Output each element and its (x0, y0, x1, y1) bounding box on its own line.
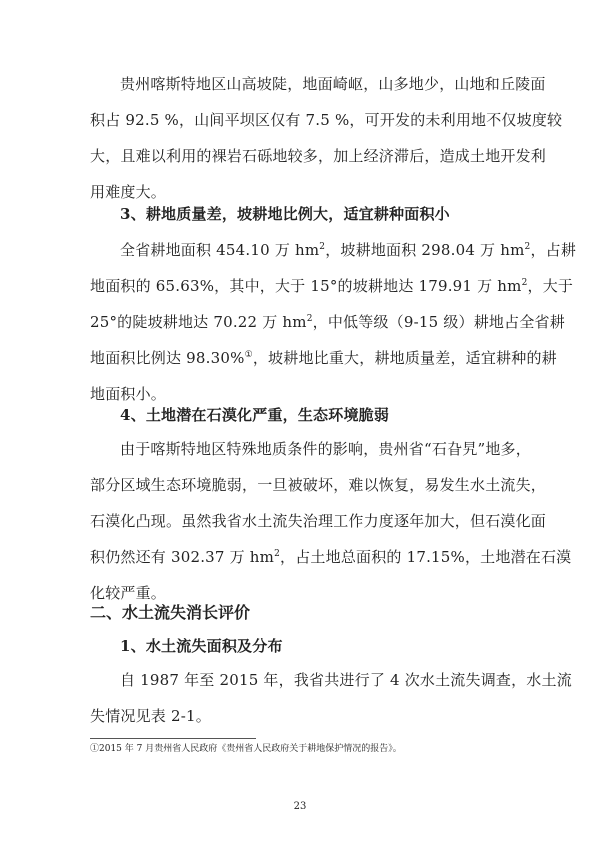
paragraph-line: 25°的陡坡耕地达 70.22 万 $hm^2$，中低等级（9-15 级）耕地占全省耕 (90, 313, 565, 331)
section-heading: 1、水土流失面积及分布 (120, 637, 283, 655)
paragraph-line: 自 1987 年至 2015 年，我省共进行了 4 次水土流失调查，水土流 (120, 671, 572, 689)
paragraph-line: 地面积小。 (90, 385, 167, 403)
paragraph-line: 由于喀斯特地区特殊地质条件的影响，贵州省“石旮旯”地多， (120, 440, 531, 458)
paragraph-line: 地面积比例达 98.30%①，坡耕地比重大，耕地质量差，适宜耕种的耕 (90, 349, 557, 367)
paragraph-line: 贵州喀斯特地区山高坡陡，地面崎岖，山多地少，山地和丘陵面 (120, 75, 546, 93)
paragraph-line: 积仍然还有 302.37 万 $hm^2$，占土地总面积的 17.15%，土地潜在石漠 (90, 548, 572, 566)
chapter-heading: 二、水土流失消长评价 (90, 603, 251, 622)
paragraph-line: 化较严重。 (90, 584, 167, 602)
paragraph-line: 积占 92.5 %，山间平坝区仅有 7.5 %，可开发的未利用地不仅坡度较 (90, 111, 563, 129)
footnote: ①2015 年 7 月贵州省人民政府《贵州省人民政府关于耕地保护情况的报告》。 (90, 744, 402, 754)
paragraph-line: 石漠化凸现。虽然我省水土流失治理工作力度逐年加大，但石漠化面 (90, 512, 547, 530)
section-heading: 3、耕地质量差，坡耕地比例大，适宜耕种面积小 (120, 205, 450, 223)
paragraph-line: 用难度大。 (90, 183, 167, 201)
paragraph-line: 失情况见表 2-1。 (90, 707, 211, 725)
paragraph-line: 部分区域生态环境脆弱，一旦被破坏，难以恢复，易发生水土流失， (90, 476, 547, 494)
footnote-marker: ① (244, 350, 253, 360)
paragraph-line: 地面积的 65.63%，其中，大于 15°的坡耕地达 179.91 万 $hm^2$，大于 (90, 277, 574, 295)
footnote-divider (90, 738, 256, 739)
section-heading: 4、土地潜在石漠化严重，生态环境脆弱 (120, 406, 390, 424)
page-number: 23 (293, 801, 307, 812)
paragraph-line: 大，且难以利用的裸岩石砾地较多，加上经济滞后，造成土地开发利 (90, 147, 547, 165)
paragraph-line: 全省耕地面积 454.10 万 $hm^2$，坡耕地面积 298.04 万 $hm^2$，占耕 (120, 241, 577, 259)
